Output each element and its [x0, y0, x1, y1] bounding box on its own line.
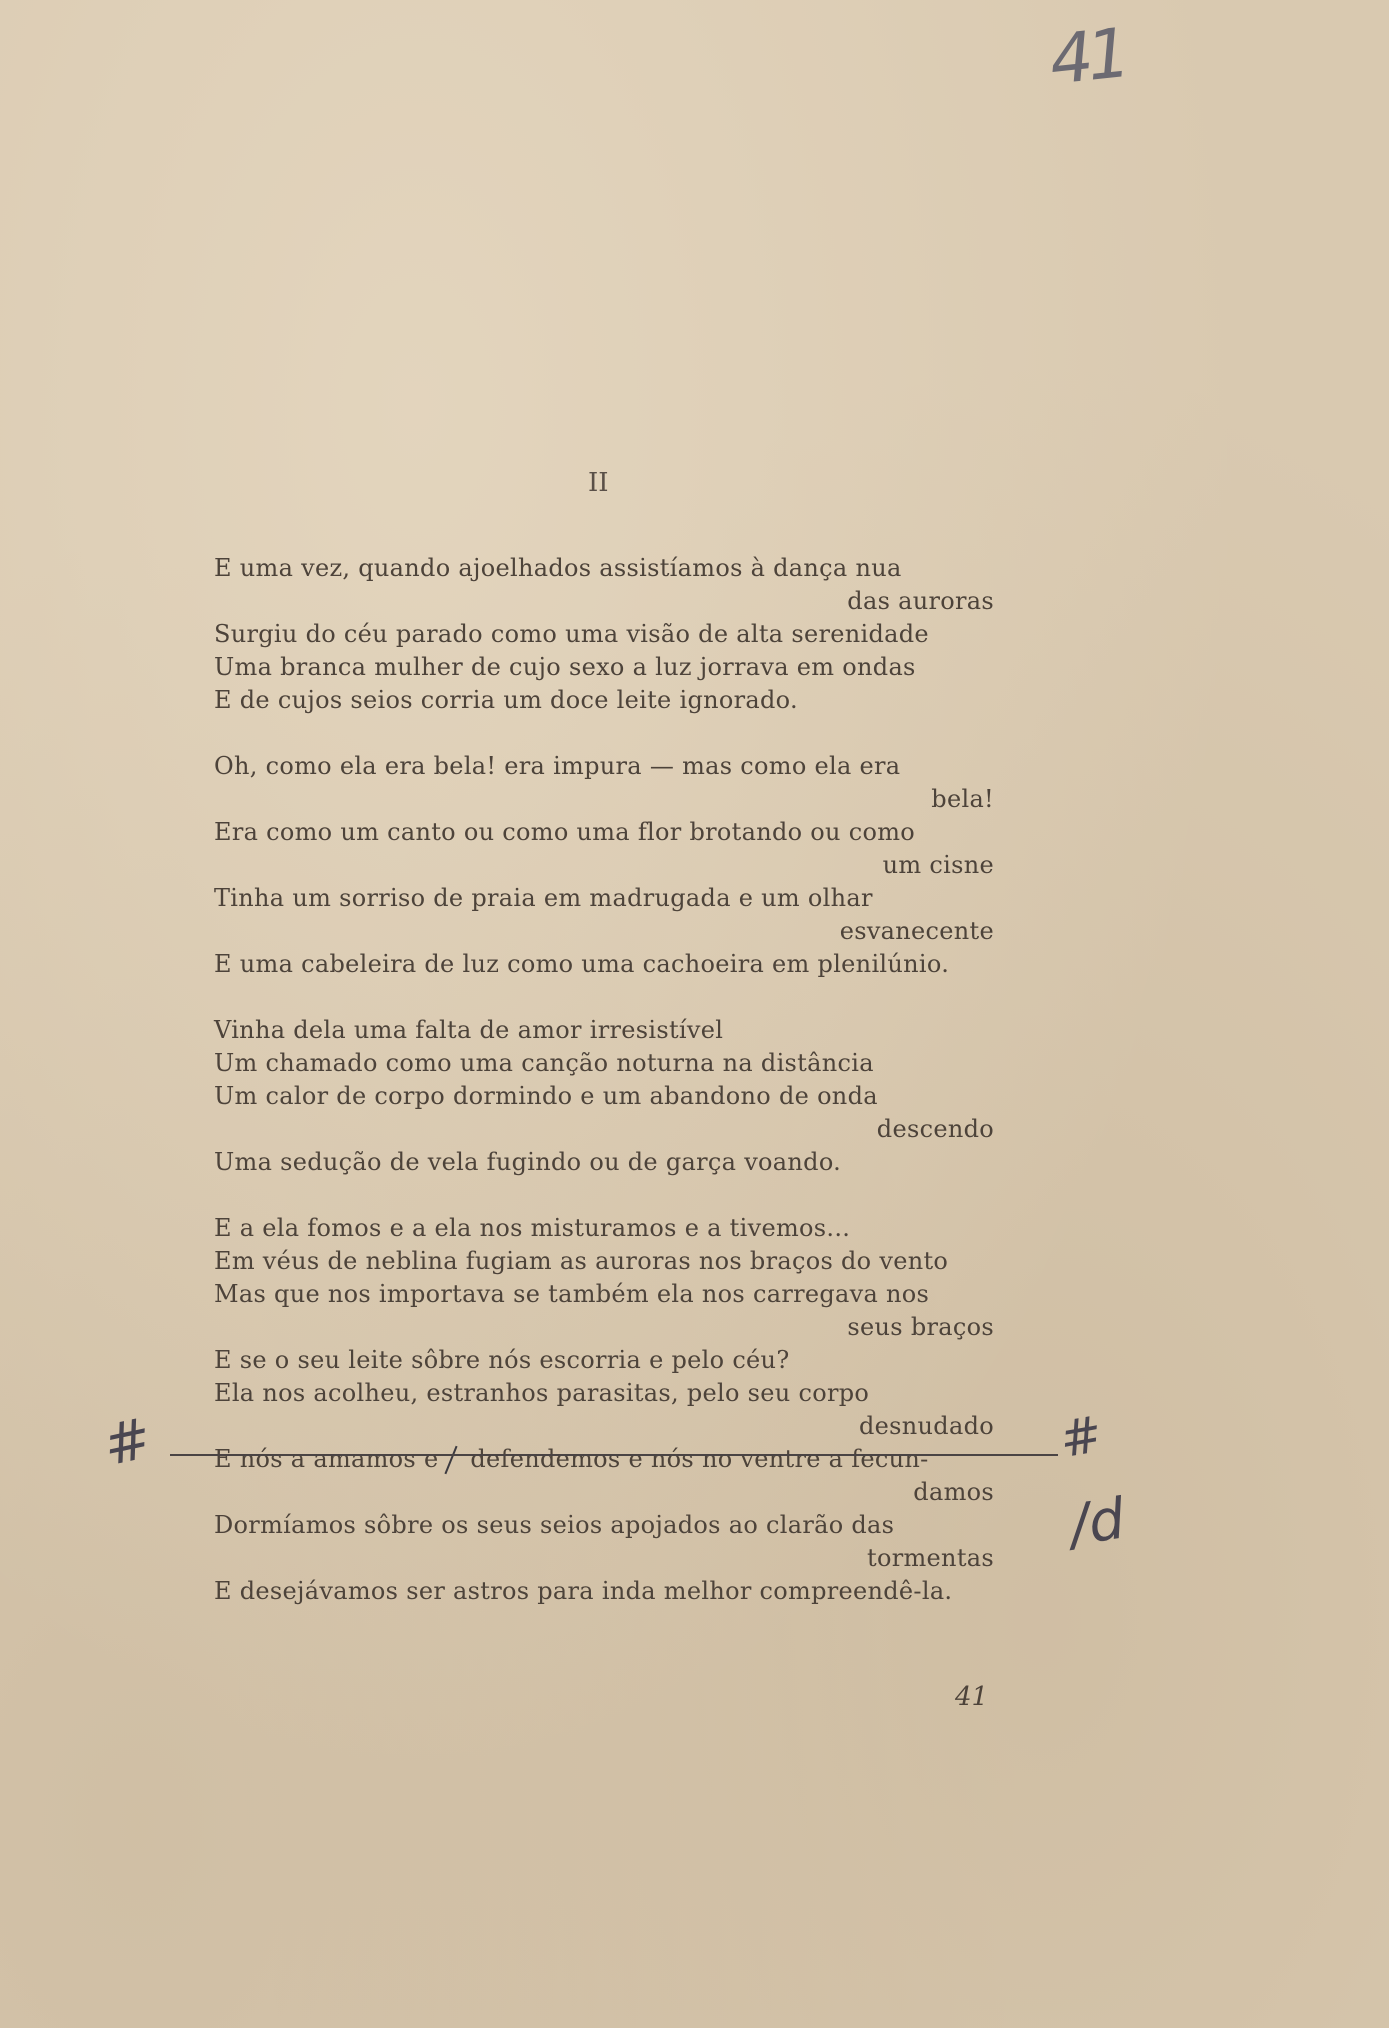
- poem-line: Um calor de corpo dormindo e um abandono de onda: [214, 1082, 878, 1110]
- handwritten-folio-number: 41: [1046, 14, 1129, 101]
- handwritten-hash-mark-right: #: [1055, 1404, 1107, 1470]
- poem-line: E desejávamos ser astros para inda melhor compreendê-la.: [214, 1577, 953, 1605]
- poem-line: Uma branca mulher de cujo sexo a luz jorrava em ondas: [214, 653, 916, 681]
- poem-line-continuation: bela!: [931, 785, 994, 813]
- stanza-3: [214, 1014, 994, 1179]
- poem-line: E de cujos seios corria um doce leite ignorado.: [214, 686, 798, 714]
- poem-line: E a ela fomos e a ela nos misturamos e a tivemos...: [214, 1214, 851, 1242]
- poem-body: [214, 552, 994, 1641]
- poem-line-continuation: tormentas: [867, 1544, 994, 1572]
- poem-line: Uma sedução de vela fugindo ou de garça voando.: [214, 1148, 842, 1176]
- poem-line-continuation: esvanecente: [839, 917, 994, 945]
- poem-line: Um chamado como uma canção noturna na distância: [214, 1049, 874, 1077]
- stanza-4: [214, 1212, 994, 1608]
- poem-line: Tinha um sorriso de praia em madrugada e um olhar: [214, 884, 873, 912]
- poem-line-continuation: seus braços: [847, 1313, 994, 1341]
- poem-line: E uma vez, quando ajoelhados assistíamos à dança nua: [214, 554, 902, 582]
- poem-line: Oh, como ela era bela! era impura — mas como ela era: [214, 752, 901, 780]
- handwritten-underline: [170, 1454, 1058, 1456]
- poem-line: Em véus de neblina fugiam as auroras nos braços do vento: [214, 1247, 949, 1275]
- page-number: 41: [955, 1682, 989, 1712]
- poem-line-continuation: damos: [913, 1478, 994, 1506]
- handwritten-margin-note: /d: [1065, 1486, 1129, 1559]
- handwritten-hash-mark-left: #: [97, 1405, 158, 1480]
- line-text-before-correction: E nós a amamos e: [214, 1445, 439, 1473]
- line-text-after-correction: defendemos e nós no ventre a fecun-: [470, 1445, 929, 1473]
- poem-line: Surgiu do céu parado como uma visão de alta serenidade: [214, 620, 929, 648]
- poem-line-underlined: E se o seu leite sôbre nós escorria e pelo céu?: [214, 1346, 790, 1374]
- stanza-2: [214, 750, 994, 981]
- poem-line-continuation: descendo: [876, 1115, 994, 1143]
- section-heading: II: [588, 468, 609, 498]
- poem-line-continuation: desnudado: [859, 1412, 994, 1440]
- poem-line: Vinha dela uma falta de amor irresistível: [214, 1016, 724, 1044]
- poem-line: Dormíamos sôbre os seus seios apojados ao clarão das: [214, 1511, 895, 1539]
- stanza-1: [214, 552, 994, 717]
- poem-line: E uma cabeleira de luz como uma cachoeira em plenilúnio.: [214, 950, 950, 978]
- poem-line-with-correction: [214, 1443, 994, 1476]
- poem-line: Ela nos acolheu, estranhos parasitas, pelo seu corpo: [214, 1379, 870, 1407]
- poem-line: Mas que nos importava se também ela nos carregava nos: [214, 1280, 930, 1308]
- poem-line: Era como um canto ou como uma flor brotando ou como: [214, 818, 916, 846]
- poem-line-continuation: um cisne: [882, 851, 994, 879]
- poem-line-continuation: das auroras: [847, 587, 994, 615]
